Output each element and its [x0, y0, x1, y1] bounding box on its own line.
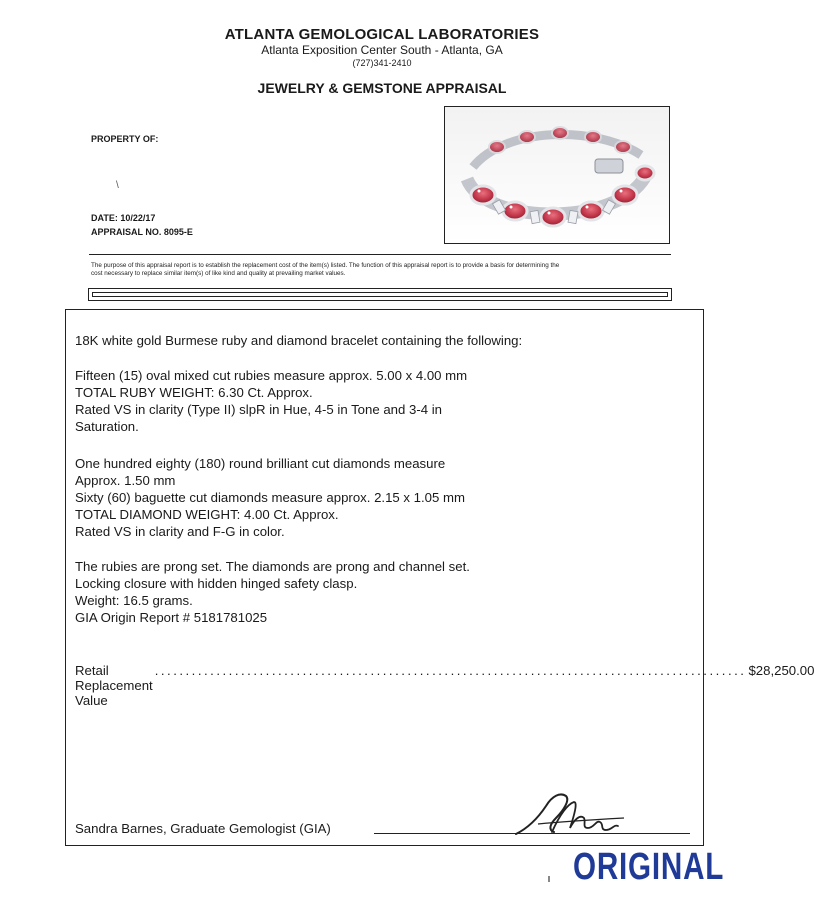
stray-mark: \ — [116, 180, 119, 191]
ruby-line: Fifteen (15) oval mixed cut rubies measure approx. 5.00 x 4.00 mm — [75, 368, 468, 383]
header-rule — [89, 254, 671, 255]
purpose-line: The purpose of this appraisal report is to establish the replacement cost of the item(s) listed. The function of this appraisal report is to provide a basis for determining the — [91, 262, 560, 269]
diamond-line: Approx. 1.50 mm — [75, 473, 176, 488]
leader-dots: ................................................................................................ — [154, 663, 747, 678]
ruby-line: Rated VS in clarity (Type II) slpR in Hue, 4-5 in Tone and 3-4 in — [75, 402, 442, 417]
appraisal-number-label: APPRAISAL NO. — [91, 227, 162, 237]
ruby-line: TOTAL RUBY WEIGHT: 6.30 Ct. Approx. — [75, 385, 313, 400]
appraisal-number-value: 8095-E — [163, 227, 193, 237]
date-field — [91, 213, 155, 223]
setting-line: The rubies are prong set. The diamonds are prong and channel set. — [75, 559, 470, 574]
original-stamp: ORIGINAL — [573, 846, 725, 888]
purpose-line: cost necessary to replace similar item(s) of like kind and quality at prevailing market values. — [91, 270, 346, 277]
property-of-label: PROPERTY OF: — [91, 134, 159, 144]
item-intro: 18K white gold Burmese ruby and diamond bracelet containing the following: — [75, 333, 523, 348]
scan-speck — [548, 876, 550, 882]
retail-value-label: Retail Replacement Value — [75, 663, 153, 708]
setting-line: GIA Origin Report # 5181781025 — [75, 610, 268, 625]
appraisal-number-field — [91, 227, 193, 237]
ruby-diamond-bracelet-photo-icon — [445, 107, 669, 243]
diamond-line: Rated VS in clarity and F-G in color. — [75, 524, 285, 539]
diamond-line: Sixty (60) baguette cut diamonds measure approx. 2.15 x 1.05 mm — [75, 490, 465, 505]
date-value: 10/22/17 — [120, 213, 156, 223]
diamond-line: One hundred eighty (180) round brilliant cut diamonds measure — [75, 456, 446, 471]
document-title: JEWELRY & GEMSTONE APPRAISAL — [257, 80, 507, 96]
setting-line: Locking closure with hidden hinged safety clasp. — [75, 576, 358, 591]
retail-value-amount: $28,250.00 — [748, 663, 814, 678]
lab-phone: (727)341-2410 — [352, 58, 412, 68]
lab-name: ATLANTA GEMOLOGICAL LABORATORIES — [224, 26, 540, 43]
retail-replacement-value-row — [75, 663, 814, 708]
date-label: DATE: — [91, 213, 118, 223]
bracelet-photo — [444, 106, 670, 244]
divider-bar — [88, 288, 672, 301]
purpose-statement — [91, 262, 671, 278]
diamond-line: TOTAL DIAMOND WEIGHT: 4.00 Ct. Approx. — [75, 507, 339, 522]
ruby-line: Saturation. — [75, 419, 139, 434]
setting-line: Weight: 16.5 grams. — [75, 593, 193, 608]
lab-address: Atlanta Exposition Center South - Atlanta, GA — [261, 43, 503, 57]
handwritten-signature-icon — [508, 784, 628, 844]
signer-name: Sandra Barnes, Graduate Gemologist (GIA) — [75, 821, 331, 836]
